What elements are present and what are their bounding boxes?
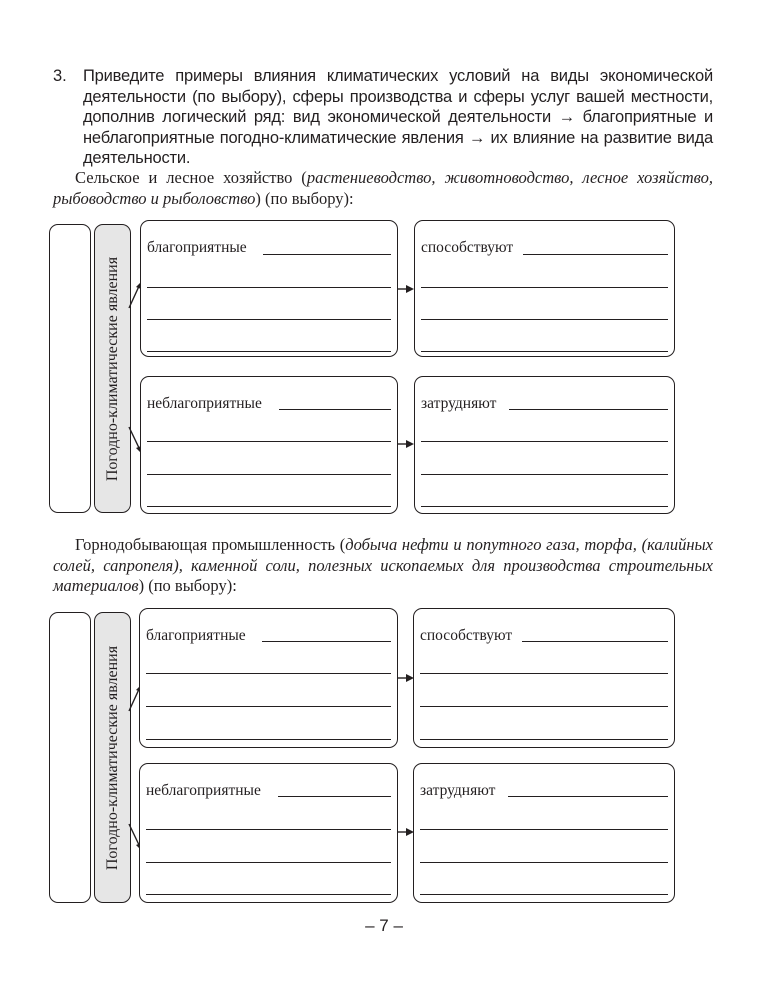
answer-line[interactable]	[146, 862, 391, 863]
answer-line[interactable]	[147, 351, 391, 352]
favorable-box	[140, 220, 398, 357]
answer-line[interactable]	[420, 894, 668, 895]
answer-line[interactable]	[146, 739, 391, 740]
answer-line[interactable]	[147, 319, 391, 320]
page-number: – 7 –	[365, 916, 403, 935]
arrow-right-icon	[398, 439, 415, 449]
intro-tail: ) (по выбору):	[255, 188, 354, 208]
unfavorable-label: неблагоприятные	[147, 396, 266, 412]
answer-line[interactable]	[421, 319, 668, 320]
intro-plain: Сельское и лесное хозяйство (	[75, 168, 307, 187]
answer-line[interactable]	[420, 739, 668, 740]
answer-line[interactable]	[421, 351, 668, 352]
answer-line[interactable]	[420, 673, 668, 674]
activity-type-field[interactable]	[49, 224, 91, 513]
intro-plain: Горнодобывающая промышленность (	[75, 535, 346, 554]
answer-line[interactable]	[420, 829, 668, 830]
favorable-label: благоприятные	[147, 240, 251, 256]
answer-line[interactable]	[146, 894, 391, 895]
hinder-label: затрудняют	[420, 783, 499, 799]
answer-line[interactable]	[420, 862, 668, 863]
answer-line[interactable]	[421, 441, 668, 442]
answer-line[interactable]	[147, 506, 391, 507]
promote-label: способствуют	[420, 628, 516, 644]
answer-line[interactable]	[147, 474, 391, 475]
hinder-box	[414, 376, 675, 514]
answer-line[interactable]	[522, 641, 668, 642]
answer-line[interactable]	[509, 409, 668, 410]
promote-box	[414, 220, 675, 357]
answer-line[interactable]	[263, 254, 391, 255]
answer-line[interactable]	[147, 287, 391, 288]
unfavorable-label: неблагоприятные	[146, 783, 265, 799]
answer-line[interactable]	[146, 673, 391, 674]
section-intro-mining	[53, 535, 713, 597]
unfavorable-box	[139, 763, 398, 903]
unfavorable-box	[140, 376, 398, 514]
answer-line[interactable]	[523, 254, 668, 255]
favorable-label: благоприятные	[146, 628, 250, 644]
task-statement	[53, 66, 713, 169]
answer-line[interactable]	[508, 796, 668, 797]
promote-box	[413, 608, 675, 748]
promote-label: способствуют	[421, 240, 517, 256]
weather-phenomena-label: Погодно-климатические явления	[103, 645, 121, 870]
arrow-right-icon	[398, 284, 415, 294]
intro-tail: ) (по выбору):	[138, 576, 237, 595]
answer-line[interactable]	[421, 506, 668, 507]
answer-line[interactable]	[278, 796, 391, 797]
task-number: 3.	[53, 67, 67, 85]
intro-examples: добыча нефти и попутного газа, торфа, (калийных солей, сапропеля), каменной соли, полезных ископаемых для производства строительных материалов	[53, 535, 713, 595]
answer-line[interactable]	[146, 829, 391, 830]
answer-line[interactable]	[147, 441, 391, 442]
answer-line[interactable]	[420, 706, 668, 707]
answer-line[interactable]	[262, 641, 391, 642]
weather-phenomena-label: Погодно-климатические явления	[103, 256, 121, 481]
favorable-box	[139, 608, 398, 748]
weather-phenomena-box	[94, 612, 131, 903]
answer-line[interactable]	[421, 474, 668, 475]
task-text: Приведите примеры влияния климатических условий на виды экономической деятельности (по выбору), сферы производства и сферы услуг вашей местности, дополнив логический ряд: вид экономической деятельности → благоприятные и неблагоприятные погодно-климатические явления → их влияние на развитие вида деятельности.	[83, 67, 713, 167]
section-intro-agriculture	[53, 168, 713, 209]
answer-line[interactable]	[146, 706, 391, 707]
intro-examples: растениеводство, животноводство, лесное хозяйство, рыбоводство и рыболовство	[53, 168, 714, 208]
activity-type-field[interactable]	[49, 612, 91, 903]
answer-line[interactable]	[279, 409, 391, 410]
answer-line[interactable]	[421, 287, 668, 288]
hinder-box	[413, 763, 675, 903]
hinder-label: затрудняют	[421, 396, 500, 412]
weather-phenomena-box	[94, 224, 131, 513]
